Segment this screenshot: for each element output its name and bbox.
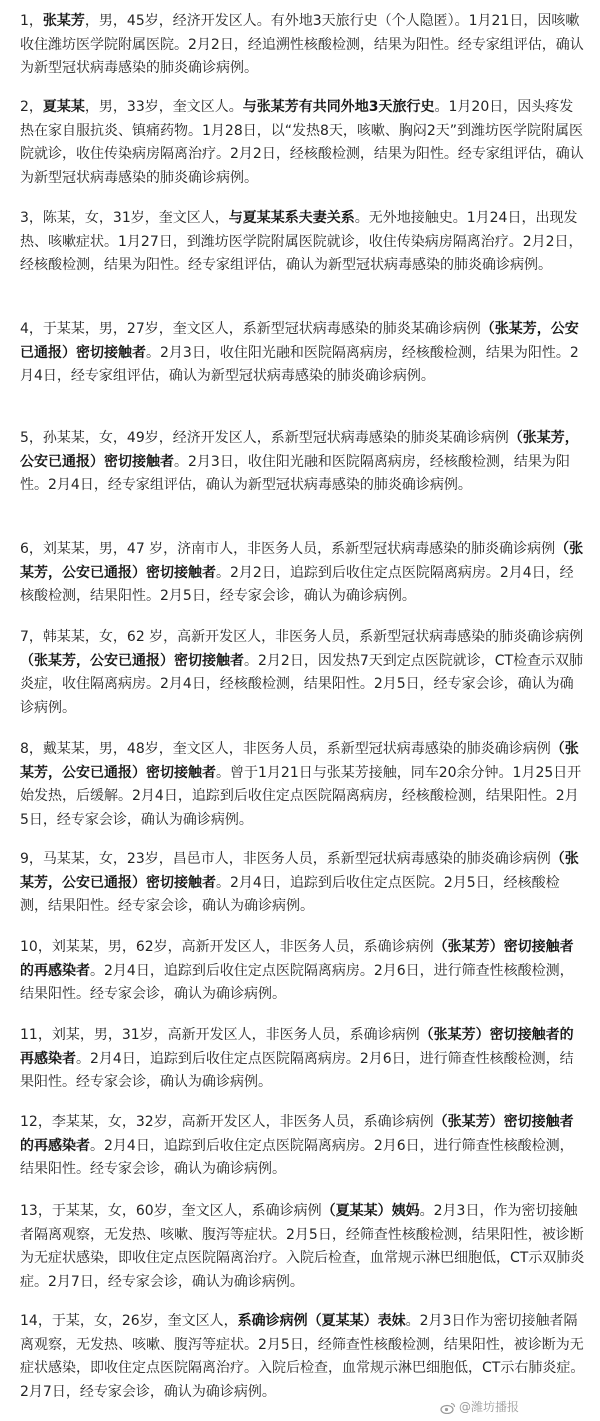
case-text: 。曾于1月21日与张某芳接触，同车20余分钟。1月25日开始发热，后缓解。2月4日，追踪到后收住定点医院隔离病房，经核酸检测，结果阳性。2月5日，经专家会诊，确认为确诊病例。 xyxy=(20,764,582,828)
case-highlight-text: （张某芳，公安已通报）密切接触者 xyxy=(20,652,244,669)
case-text: 3，陈某，女，31岁，奎文区人， xyxy=(20,210,229,226)
case-highlight-text: 与夏某某系夫妻关系 xyxy=(228,210,355,226)
case-text: 。2月3日，收住阳光融和医院隔离病房，经核酸检测，结果为阳性。2月4日，经专家组评估，确认为新型冠状病毒感染的肺炎确诊病例。 xyxy=(20,344,579,384)
case-text: 。1月20日，因头疼发热在家自服抗炎、镇痛药物。1月28日，以“发热8天，咳嗽、胸闷2天”到潍坊医学院附属医院就诊，收住传染病房隔离治疗。2月2日，经核酸检测，结果为阳性。经专家组评估，确认为新型冠状病毒感染的肺炎确诊病例。 xyxy=(20,99,584,186)
case-highlight-text: （张某芳，公安已通报）密切接触者 xyxy=(20,321,579,361)
case-paragraph xyxy=(20,207,586,278)
case-text: 。2月4日，追踪到后收住定点医院隔离病房。2月6日，进行筛查性核酸检测，结果阳性。经专家会诊，确认为确诊病例。 xyxy=(20,962,574,1002)
case-text: 10，刘某某，男，62岁，高新开发区人，非医务人员，系确诊病例 xyxy=(20,939,434,955)
case-text: ，男，45岁，经济开发区人。有外地3天旅行史（个人隐匿）。1月21日，因咳嗽收住潍坊医学院附属医院。2月2日，经追溯性核酸检测，结果为阳性。经专家组评估，确认为新型冠状病毒感染的肺炎确诊病例。 xyxy=(20,13,584,76)
case-text: 11，刘某，男，31岁，高新开发区人，非医务人员，系确诊病例 xyxy=(20,1027,420,1043)
case-highlight-text: （张某芳）密切接触者的再感染者 xyxy=(20,1114,574,1154)
case-highlight-text: 系确诊病例（夏某某）表妹 xyxy=(237,1313,406,1329)
case-paragraph xyxy=(20,10,586,81)
case-paragraph xyxy=(20,848,586,919)
case-text: 。2月3日，收住阳光融和医院隔离病房，经核酸检测，结果为阳性。2月4日，经专家组评估，确认为新型冠状病毒感染的肺炎确诊病例。 xyxy=(20,453,570,493)
case-highlight-text: （张某芳，公安已通报）密切接触者 xyxy=(20,741,579,781)
case-paragraph xyxy=(20,538,586,609)
case-text: 12，李某某，女，32岁，高新开发区人，非医务人员，系确诊病例 xyxy=(20,1114,434,1130)
case-text: 9，马某某，女，23岁，昌邑市人，非医务人员，系新型冠状病毒感染的肺炎确诊病例 xyxy=(20,851,551,867)
case-paragraph xyxy=(20,1200,586,1294)
case-text: 。2月4日，追踪到后收住定点医院隔离病房。2月6日，进行筛查性核酸检测，结果阳性。经专家会诊，确认为确诊病例。 xyxy=(20,1050,574,1090)
case-highlight-text: （张某芳，公安已通报）密切接触者 xyxy=(20,541,584,581)
case-text: 。2月3日作为密切接触者隔离观察，无发热、咳嗽、腹泻等症状。2月5日，经筛查性核酸检测，结果阳性，被诊断为无症状感染，即收住定点医院隔离治疗。入院后检查，血常规示淋巴细胞低，CT示右肺炎症。2月7日，经专家会诊，确认为确诊病例。 xyxy=(20,1313,585,1400)
case-text: 4，于某某，男，27岁，奎文区人，系新型冠状病毒感染的肺炎某确诊病例 xyxy=(20,321,481,337)
case-paragraph xyxy=(20,626,586,720)
case-text: 6，刘某某，男，47 岁，济南市人，非医务人员，系新型冠状病毒感染的肺炎确诊病例 xyxy=(20,541,556,557)
case-paragraph xyxy=(20,427,586,498)
case-highlight-text: （张某芳）密切接触者的再感染者 xyxy=(20,939,574,979)
case-text: 5，孙某某，女，49岁，经济开发区人，系新型冠状病毒感染的肺炎某确诊病例 xyxy=(20,430,509,446)
watermark-text: @潍坊播报 xyxy=(459,1400,520,1414)
case-text: 7，韩某某，女，62 岁，高新开发区人，非医务人员，系新型冠状病毒感染的肺炎确诊病例 xyxy=(20,629,584,645)
case-text: 2， xyxy=(20,99,43,115)
case-text: ，男，33岁，奎文区人。 xyxy=(84,99,243,115)
case-text: 。2月3日，作为密切接触者隔离观察，无发热、咳嗽、腹泻等症状。2月5日，经筛查性核酸检测，结果阳性，被诊断为无症状感染，即收住定点医院隔离治疗。入院后检查，血常规示淋巴细胞低，CT示双肺炎症。2月7日，经专家会诊，确认为确诊病例。 xyxy=(20,1203,585,1290)
case-paragraph xyxy=(20,738,586,832)
case-text: 1， xyxy=(20,13,43,29)
case-paragraph xyxy=(20,96,586,190)
case-paragraph xyxy=(20,936,586,1007)
case-text: 14，于某，女，26岁，奎文区人， xyxy=(20,1313,238,1329)
case-highlight-text: （张某芳，公安已通报）密切接触者 xyxy=(20,851,579,891)
watermark xyxy=(440,1398,519,1415)
case-paragraph xyxy=(20,318,586,389)
case-paragraph xyxy=(20,1024,586,1095)
case-text: 。2月2日，因发热7天到定点医院就诊，CT检查示双肺炎症，收住隔离病房。2月4日，经核酸检测，结果阳性。2月5日，经专家会诊，确认为确诊病例。 xyxy=(20,652,584,716)
case-text: 。2月4日，追踪到后收住定点医院。2月5日，经核酸检测，结果阳性。经专家会诊，确认为确诊病例。 xyxy=(20,874,560,914)
case-text: 。2月2日，追踪到后收住定点医院隔离病房。2月4日，经核酸检测，结果阳性。2月5日，经专家会诊，确认为确诊病例。 xyxy=(20,564,574,604)
case-paragraph xyxy=(20,1310,586,1404)
case-highlight-text: （张某芳，公安已通报）密切接触者 xyxy=(20,430,579,470)
case-highlight-text: （张某芳）密切接触者的再感染者 xyxy=(20,1027,574,1067)
case-text: 。无外地接触史。1月24日，出现发热、咳嗽症状。1月27日，到潍坊医学院附属医院就诊，收住传染病房隔离治疗。2月2日，经核酸检测，结果为阳性。经专家组评估，确认为新型冠状病毒感染的肺炎确诊病例。 xyxy=(20,210,583,273)
case-highlight-text: （夏某某）姨妈 xyxy=(321,1203,420,1219)
case-paragraph xyxy=(20,1111,586,1182)
case-highlight-text: 夏某某 xyxy=(42,99,85,115)
case-highlight-text: 与张某芳有共同外地3天旅行史 xyxy=(242,99,435,115)
weibo-icon xyxy=(440,1402,456,1414)
case-highlight-text: 张某芳 xyxy=(42,13,85,29)
case-text: 13，于某某，女，60岁，奎文区人，系确诊病例 xyxy=(20,1203,322,1219)
case-text: 8，戴某某，男，48岁，奎文区人，非医务人员，系新型冠状病毒感染的肺炎确诊病例 xyxy=(20,741,551,757)
case-text: 。2月4日，追踪到后收住定点医院隔离病房。2月6日，进行筛查性核酸检测，结果阳性。经专家会诊，确认为确诊病例。 xyxy=(20,1137,574,1177)
